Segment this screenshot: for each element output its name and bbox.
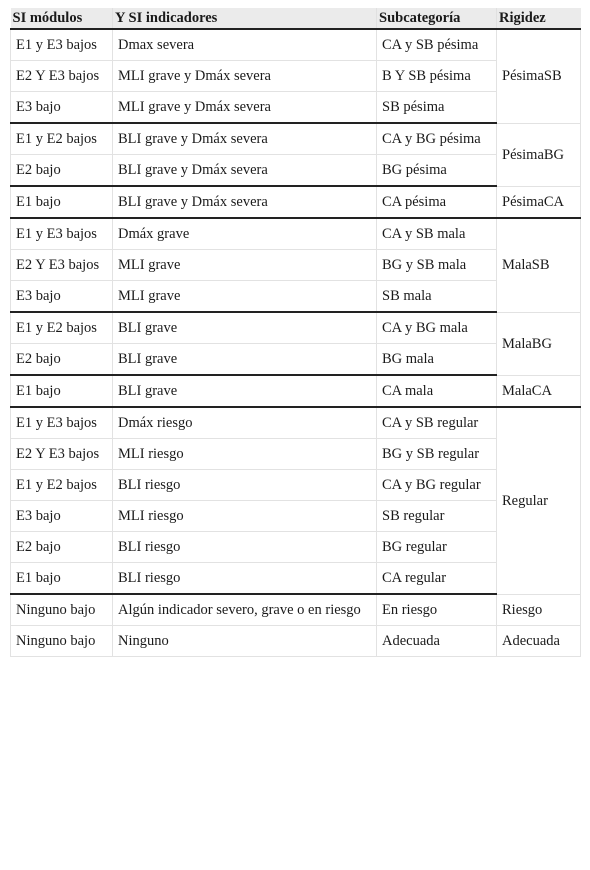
cell-si-modulos: E1 y E3 bajos xyxy=(11,407,113,439)
cell-si-modulos: E2 bajo xyxy=(11,155,113,187)
table-header xyxy=(11,8,581,29)
cell-indicadores: Ninguno xyxy=(113,626,377,657)
table-row xyxy=(11,155,581,187)
cell-indicadores: BLI grave y Dmáx severa xyxy=(113,123,377,155)
cell-rigidez: Riesgo xyxy=(497,594,581,626)
cell-subcategoria: CA y SB mala xyxy=(377,218,497,250)
cell-rigidez: PésimaBG xyxy=(497,123,581,186)
header-rigidez: Rigidez xyxy=(497,8,581,29)
cell-si-modulos: E1 bajo xyxy=(11,563,113,595)
cell-indicadores: MLI riesgo xyxy=(113,439,377,470)
cell-subcategoria: CA regular xyxy=(377,563,497,595)
cell-subcategoria: CA y SB regular xyxy=(377,407,497,439)
cell-subcategoria: CA y BG mala xyxy=(377,312,497,344)
table-row xyxy=(11,375,581,407)
table-body xyxy=(11,29,581,657)
table-row xyxy=(11,281,581,313)
cell-subcategoria: CA y BG pésima xyxy=(377,123,497,155)
cell-subcategoria: BG y SB regular xyxy=(377,439,497,470)
cell-si-modulos: E1 bajo xyxy=(11,186,113,218)
cell-si-modulos: E3 bajo xyxy=(11,92,113,124)
header-subcategoria: Subcategoría xyxy=(377,8,497,29)
cell-rigidez: MalaBG xyxy=(497,312,581,375)
cell-indicadores: MLI grave y Dmáx severa xyxy=(113,61,377,92)
cell-si-modulos: E1 bajo xyxy=(11,375,113,407)
table-row xyxy=(11,594,581,626)
cell-si-modulos: E2 Y E3 bajos xyxy=(11,439,113,470)
cell-indicadores: Dmax severa xyxy=(113,29,377,61)
cell-subcategoria: Adecuada xyxy=(377,626,497,657)
cell-indicadores: BLI grave y Dmáx severa xyxy=(113,155,377,187)
cell-rigidez: PésimaSB xyxy=(497,29,581,123)
cell-si-modulos: E1 y E3 bajos xyxy=(11,218,113,250)
table-row xyxy=(11,123,581,155)
header-row xyxy=(11,8,581,29)
cell-indicadores: Algún indicador severo, grave o en riesgo xyxy=(113,594,377,626)
cell-indicadores: MLI grave xyxy=(113,281,377,313)
cell-si-modulos: E1 y E2 bajos xyxy=(11,123,113,155)
cell-rigidez: Regular xyxy=(497,407,581,594)
cell-si-modulos: E1 y E2 bajos xyxy=(11,312,113,344)
cell-subcategoria: SB regular xyxy=(377,501,497,532)
cell-rigidez: Adecuada xyxy=(497,626,581,657)
cell-indicadores: MLI grave xyxy=(113,250,377,281)
cell-indicadores: Dmáx riesgo xyxy=(113,407,377,439)
table-row xyxy=(11,563,581,595)
table-row xyxy=(11,186,581,218)
header-y-si-indicadores: Y SI indicadores xyxy=(113,8,377,29)
cell-si-modulos: E2 Y E3 bajos xyxy=(11,250,113,281)
table-row xyxy=(11,29,581,61)
cell-subcategoria: BG mala xyxy=(377,344,497,376)
cell-si-modulos: E2 Y E3 bajos xyxy=(11,61,113,92)
cell-si-modulos: E2 bajo xyxy=(11,532,113,563)
table-row xyxy=(11,439,581,470)
table-row xyxy=(11,61,581,92)
table-row xyxy=(11,470,581,501)
table-row xyxy=(11,344,581,376)
cell-subcategoria: BG pésima xyxy=(377,155,497,187)
cell-indicadores: BLI grave y Dmáx severa xyxy=(113,186,377,218)
cell-subcategoria: SB pésima xyxy=(377,92,497,124)
table-row xyxy=(11,407,581,439)
cell-subcategoria: BG y SB mala xyxy=(377,250,497,281)
cell-subcategoria: SB mala xyxy=(377,281,497,313)
cell-indicadores: MLI grave y Dmáx severa xyxy=(113,92,377,124)
cell-rigidez: PésimaCA xyxy=(497,186,581,218)
table-row xyxy=(11,501,581,532)
cell-indicadores: BLI grave xyxy=(113,344,377,376)
cell-indicadores: BLI riesgo xyxy=(113,470,377,501)
rigidez-table xyxy=(10,8,581,657)
header-si-modulos: SI módulos xyxy=(11,8,113,29)
cell-indicadores: BLI riesgo xyxy=(113,563,377,595)
cell-subcategoria: En riesgo xyxy=(377,594,497,626)
cell-subcategoria: B Y SB pésima xyxy=(377,61,497,92)
cell-si-modulos: E2 bajo xyxy=(11,344,113,376)
cell-indicadores: BLI riesgo xyxy=(113,532,377,563)
cell-subcategoria: BG regular xyxy=(377,532,497,563)
table-row xyxy=(11,250,581,281)
cell-si-modulos: E1 y E2 bajos xyxy=(11,470,113,501)
cell-si-modulos: E3 bajo xyxy=(11,501,113,532)
cell-rigidez: MalaSB xyxy=(497,218,581,312)
cell-subcategoria: CA pésima xyxy=(377,186,497,218)
cell-rigidez: MalaCA xyxy=(497,375,581,407)
cell-indicadores: BLI grave xyxy=(113,375,377,407)
cell-si-modulos: E3 bajo xyxy=(11,281,113,313)
cell-si-modulos: Ninguno bajo xyxy=(11,626,113,657)
cell-subcategoria: CA y SB pésima xyxy=(377,29,497,61)
cell-indicadores: Dmáx grave xyxy=(113,218,377,250)
cell-subcategoria: CA y BG regular xyxy=(377,470,497,501)
table-container xyxy=(10,8,580,657)
cell-subcategoria: CA mala xyxy=(377,375,497,407)
cell-indicadores: BLI grave xyxy=(113,312,377,344)
cell-si-modulos: Ninguno bajo xyxy=(11,594,113,626)
table-row xyxy=(11,92,581,124)
table-row xyxy=(11,218,581,250)
table-row xyxy=(11,626,581,657)
cell-indicadores: MLI riesgo xyxy=(113,501,377,532)
table-row xyxy=(11,312,581,344)
cell-si-modulos: E1 y E3 bajos xyxy=(11,29,113,61)
table-row xyxy=(11,532,581,563)
